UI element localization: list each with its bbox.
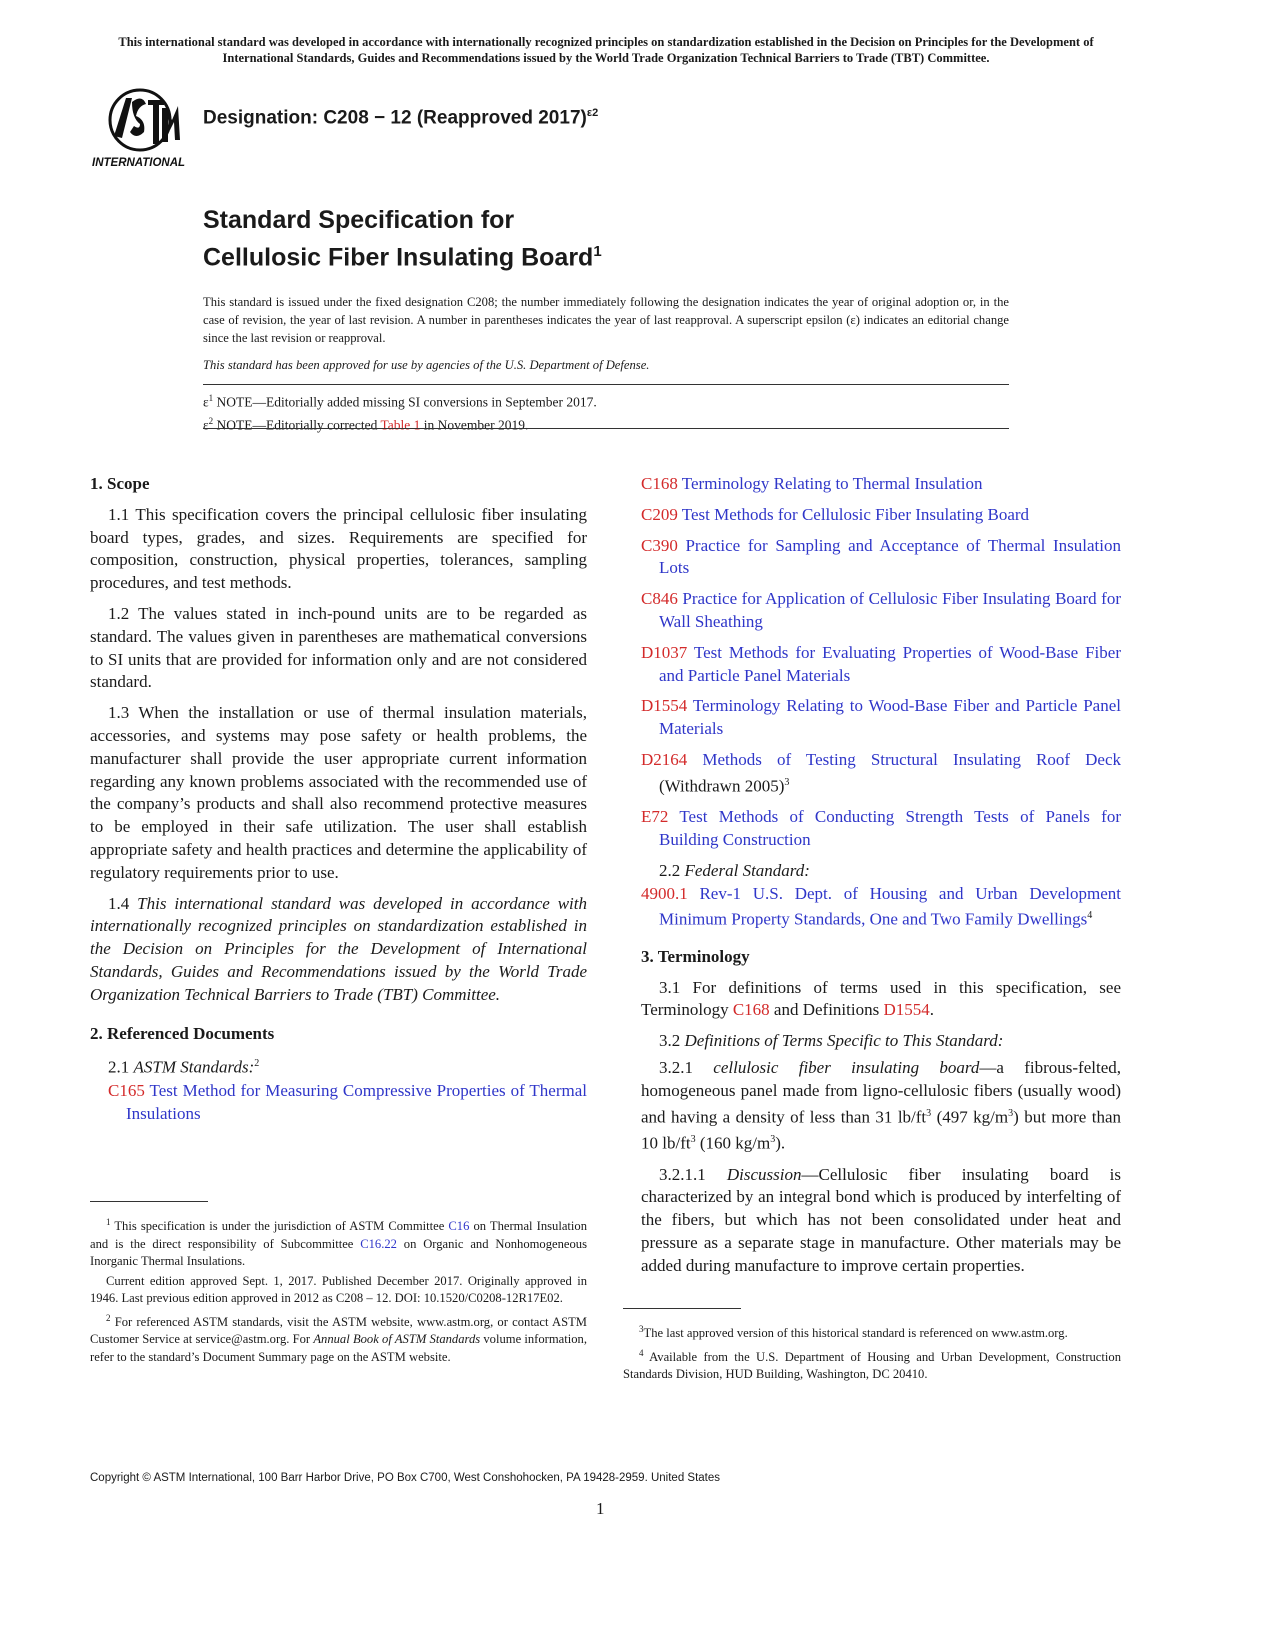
reference-code[interactable]: D1554 [641,696,688,716]
right-column [641,473,1121,1286]
footnote-3: $^3$The last approved version of this historical standard is referenced on www.astm.org. [639,1324,1068,1341]
logo-text: INTERNATIONAL [92,157,186,169]
paragraph: 1.4 This international standard was developed in accordance with internationally recognized principles on standardization established in the Decision on Principles for the Development of International Standards, Guides and Recommendations issued by the World Trade Organization Technical Barriers to Trade (TBT) Committee. [90,893,587,1004]
footnote-1: $^1$ This specification is under the jurisdiction of ASTM Committee C16 on Thermal Insulation and is the direct responsibility of Subcommittee C16.22 on Organic and Nonhomogeneous Inorganic Thermal Insulations. [90,1217,588,1269]
editorial-notes: $\varepsilon^1$ NOTE—Editorially added missing SI conversions in September 2017. $\varepsilon^2$ NOTE—Editorially corrected Table 1 in November 2019. [203,393,597,432]
astm-logo [92,86,188,174]
footnote-divider [623,1308,741,1309]
table-1-link[interactable]: Table 1 [380,417,421,432]
reference-code[interactable]: C390 [641,535,678,555]
footnotes-left [90,1214,587,1368]
paragraph: 1.1 This specification covers the principal cellulosic fiber insulating board types, grades, and sizes. Requirements are specified for composition, construction, physical properties, tolerances, sampling procedures, and test methods. [90,504,587,593]
footnote-4: $^4$ Available from the U.S. Department of Housing and Urban Development, Construction Standards Division, HUD Building, Washington, DC 20410. [623,1347,1121,1382]
issuance-statement: This standard is issued under the fixed designation C208; the number immediately following the designation indicates the year of original adoption or, in the case of revision, the year of last revision. A number in parentheses indicates the year of last reapproval. A superscript epsilon (ε) indicates an editorial change since the last revision or reapproval. [203,295,1009,345]
reference-title[interactable]: Practice for Sampling and Acceptance of Thermal Insulation Lots [659,535,1121,578]
reference-title[interactable]: Terminology Relating to Thermal Insulation [677,474,983,493]
c16-link[interactable]: C16 [448,1219,470,1234]
reference-c209[interactable] [641,504,1121,527]
reference-code[interactable]: C846 [641,589,678,609]
reference-d1554[interactable] [641,695,1121,741]
c16-22-link[interactable]: C16.22 [360,1236,397,1251]
reference-c390[interactable] [641,535,1121,581]
copyright: Copyright © ASTM International, 100 Barr Harbor Drive, PO Box C700, West Conshohocken, PA 19428-2959. United States [90,1472,721,1484]
reference-code[interactable]: C168 [641,474,678,493]
reference-code[interactable]: D1037 [641,642,688,662]
page-title: Standard Specification for Cellulosic Fiber Insulating Board$^1$ [203,206,602,272]
footnote-2: $^2$ For referenced ASTM standards, visit the ASTM website, www.astm.org, or contact ASTM Customer Service at service@astm.org. For Annual Book of ASTM Standards volume information, refer to the standard’s Document Summary page on the ASTM website. [90,1312,587,1364]
section-heading: 3. Terminology [641,946,750,966]
reference-c168[interactable] [641,473,1121,496]
reference-title[interactable]: Test Methods for Evaluating Properties of Wood-Base Fiber and Particle Panel Materials [659,642,1121,685]
paragraph: 3.1 For definitions of terms used in this specification, see Terminology C168 and Definitions D1554. [641,977,1121,1020]
reference-c846[interactable] [641,588,1121,634]
page-number: 1 [596,1499,605,1518]
section-heading: 2. Referenced Documents [90,1023,275,1043]
reference-4900[interactable]: 4900.1 Rev-1 U.S. Dept. of Housing and Urban Development Minimum Property Standards, One and Two Family Dwellings$^4$ [641,883,1121,930]
paragraph: 1.3 When the installation or use of thermal insulation materials, accessories, and systems may pose safety or health problems, the manufacturer shall provide the user appropriate current information regarding any known problems associated with the recommended use of the company’s products and shall also recommend protective measures to be employed in their safe utilization. The user shall establish appropriate safety and health practices and determine the applicability of regulatory requirements prior to use. [90,703,587,882]
left-column [90,473,587,1133]
dod-note: This standard has been approved for use by agencies of the U.S. Department of Defense. [203,358,650,372]
reference-title[interactable]: Terminology Relating to Wood-Base Fiber and Particle Panel Materials [659,696,1121,739]
paragraph: 3.2 Definitions of Terms Specific to This Standard: [659,1031,1004,1051]
section-heading: 1. Scope [90,474,150,493]
reference-title[interactable]: Test Methods for Cellulosic Fiber Insulating Board [677,504,1030,524]
reference-e72[interactable]: E72 Test Methods of Conducting Strength Tests of Panels for Building Construction [641,807,1121,850]
paragraph: 3.2.1.1 Discussion—Cellulosic fiber insulating board is characterized by an integral bond which is produced by interfelting of the fibers, but which has not been consolidated under heat and pressure as a separate stage in manufacture. Other materials may be added during manufacture to improve certain properties. [641,1164,1121,1275]
divider [203,428,1009,429]
footnotes-right [623,1321,1121,1386]
wto-notice: This international standard was developed in accordance with internationally recognized principles on standardization established in the Decision on Principles for the Development of International Standards, Guides and Recommendations issued by the World Trade Organization Technical Barriers to Trade (TBT) Committee. [118,35,1094,65]
footnote-edition: Current edition approved Sept. 1, 2017. Published December 2017. Originally approved in 1946. Last previous edition approved in 2012 as C208 – 12. DOI: 10.1520/C0208-12R17E02. [90,1273,587,1306]
reference-title[interactable]: Practice for Application of Cellulosic Fiber Insulating Board for Wall Sheathing [659,589,1121,631]
paragraph: 2.1 ASTM Standards:$^2$ [108,1057,260,1077]
paragraph: 1.2 The values stated in inch-pound units are to be regarded as standard. The values given in parentheses are mathematical conversions to SI units that are provided for information only and are not considered standard. [90,603,587,692]
designation: Designation: C208 − 12 (Reapproved 2017)$^{\varepsilon 2}$ [203,107,599,129]
paragraph: 2.2 Federal Standard: [659,860,810,880]
reference-d2164[interactable]: D2164 Methods of Testing Structural Insulating Roof Deck (Withdrawn 2005)$^3$ [641,749,1121,796]
reference-code[interactable]: C209 [641,504,678,524]
reference-c165[interactable]: C165 Test Method for Measuring Compressive Properties of Thermal Insulations [108,1080,587,1123]
c168-link[interactable]: C168 [732,1000,770,1020]
footnote-divider [90,1201,208,1202]
reference-d1037[interactable] [641,642,1121,688]
d1554-link[interactable]: D1554 [883,1000,930,1020]
paragraph: 3.2.1 cellulosic fiber insulating board—a fibrous-felted, homogeneous panel made from ligno-cellulosic fibers (usually wood) and having a density of less than 31 $lb/ft^3$ (497 $kg/m^3$) but more than 10 $lb/ft^3$ (160 $kg/m^3$). [641,1058,1122,1153]
divider [203,384,1009,385]
reference-list [641,473,1121,741]
